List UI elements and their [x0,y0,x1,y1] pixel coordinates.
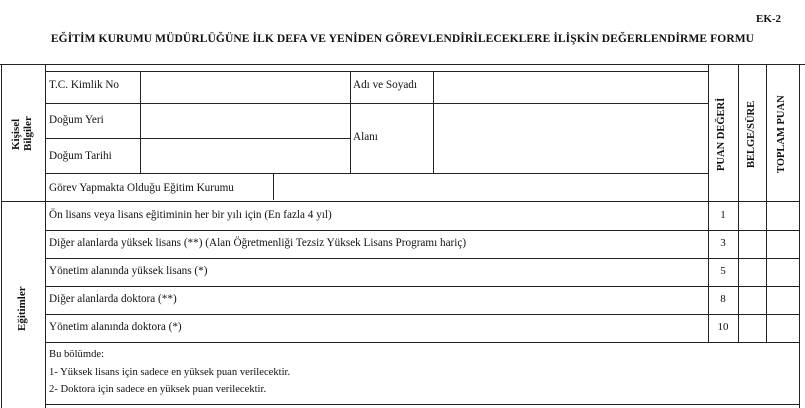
tc-label: T.C. Kimlik No [49,79,120,91]
birthplace-field[interactable] [141,104,349,137]
edu-row-points: 5 [720,265,726,277]
personal-section-label-line1: Kişisel [10,118,22,150]
personal-section-label [10,104,34,164]
form-title: EĞİTİM KURUMU MÜDÜRLÜĞÜNE İLK DEFA VE YENİDEN GÖREVLENDİRİLECEKLERE İLİŞKİN DEĞERLENDİRME FORMU [50,33,755,45]
edu-row-label: Ön lisans veya lisans eğitiminin her bir yılı için (En fazla 4 yıl) [49,209,332,221]
edu-total-cell[interactable] [767,287,798,313]
edu-row-label: Yönetim alanında yüksek lisans (*) [49,265,208,277]
edu-total-cell[interactable] [767,231,798,257]
edu-row-points: 8 [720,293,726,305]
notes-bottom-line [45,404,799,405]
edu-row-points: 1 [720,209,726,221]
edu-total-cell[interactable] [767,315,798,341]
birthdate-field[interactable] [141,139,349,172]
edu-row-line-4 [45,314,799,315]
birthplace-label: Doğum Yeri [49,114,104,126]
birthdate-label: Doğum Tarihi [49,150,112,162]
edu-total-cell[interactable] [767,202,798,229]
tc-field[interactable] [141,72,349,102]
edu-row-line-1 [45,230,799,231]
form-code: EK-2 [756,13,782,25]
points-column-header: PUAN DEĞERİ [716,97,727,171]
section-label-divider [45,64,46,408]
total-column-header: TOPLAM PUAN [776,95,787,173]
evaluation-form-table [0,64,805,408]
personal-bottom-line [1,201,800,202]
edu-row-label: Diğer alanlarda doktora (**) [49,293,177,305]
edu-row-line-2 [45,258,799,259]
table-top-border [0,64,805,65]
edu-row-line-5 [45,342,799,343]
edu-document-cell[interactable] [739,259,765,285]
note-line-1: 1- Yüksek lisans için sadece en yüksek puan verilecektir. [49,367,291,378]
edu-row-label: Diğer alanlarda yüksek lisans (**) (Alan Öğretmenliği Tezsiz Yüksek Lisans Programı hariç) [49,237,467,249]
edu-row-label: Yönetim alanında doktora (*) [49,321,182,333]
personal-section-label-line2: Bilgiler [22,116,34,152]
edu-document-cell[interactable] [739,231,765,257]
table-right-border [799,64,800,408]
field-label: Alanı [353,131,378,143]
institution-field[interactable] [274,174,707,200]
education-section-label: Eğitimler [16,286,28,332]
edu-row-points: 10 [717,321,729,333]
document-column-header: BELGE/SÜRE [746,100,757,168]
table-left-border [1,64,2,408]
personal-middle-divider [350,71,351,173]
edu-total-cell[interactable] [767,259,798,285]
edu-row-points: 3 [720,237,726,249]
name-field[interactable] [434,72,707,102]
edu-document-cell[interactable] [739,315,765,341]
note-line-2: 2- Doktora için sadece en yüksek puan verilecektir. [49,384,267,395]
field-field[interactable] [434,104,707,172]
edu-row-line-3 [45,286,799,287]
edu-document-cell[interactable] [739,287,765,313]
edu-document-cell[interactable] [739,202,765,229]
name-label: Adı ve Soyadı [353,79,418,91]
note-title: Bu bölümde: [49,349,105,360]
institution-label: Görev Yapmakta Olduğu Eğitim Kurumu [49,182,234,194]
